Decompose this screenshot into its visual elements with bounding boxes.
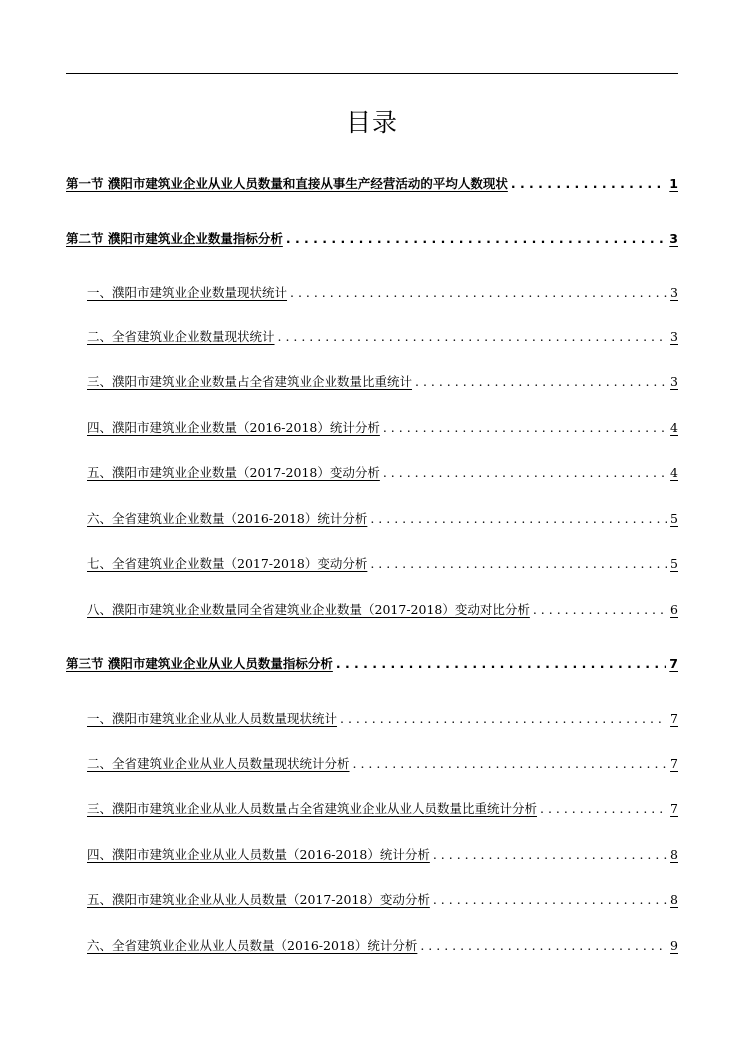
toc-entry-page: 4: [670, 420, 678, 435]
toc-entry-page: 8: [670, 892, 678, 907]
toc-entry-label: 一、濮阳市建筑业企业从业人员数量现状统计: [87, 711, 338, 726]
toc-entry-2-6[interactable]: [87, 509, 678, 527]
toc-entry-page: 5: [670, 511, 678, 526]
toc-entry-2-7[interactable]: [87, 554, 678, 572]
toc-entry-section-2[interactable]: [66, 229, 678, 247]
toc-entry-page: 7: [669, 656, 678, 671]
toc-dot-leader: [533, 602, 667, 617]
toc-entry-page: 9: [670, 938, 678, 953]
toc-entry-label: 五、濮阳市建筑业企业数量（2017-2018）变动分析: [87, 465, 380, 480]
toc-entry-section-3[interactable]: [66, 654, 678, 672]
toc-entry-label: 五、濮阳市建筑业企业从业人员数量（2017-2018）变动分析: [87, 892, 430, 907]
toc-entry-page: 4: [670, 465, 678, 480]
toc-entry-page: 6: [670, 602, 678, 617]
toc-entry-label: 第一节 濮阳市建筑业企业从业人员数量和直接从事生产经营活动的平均人数现状: [66, 176, 508, 191]
toc-dot-leader: [511, 176, 666, 191]
toc-entry-label: 二、全省建筑业企业数量现状统计: [87, 329, 275, 344]
toc-entry-page: 8: [670, 847, 678, 862]
toc-dot-leader: [370, 556, 667, 571]
toc-entry-page: 5: [670, 556, 678, 571]
toc-entry-label: 三、濮阳市建筑业企业数量占全省建筑业企业数量比重统计: [87, 374, 413, 389]
toc-dot-leader: [370, 511, 667, 526]
toc-entry-label: 七、全省建筑业企业数量（2017-2018）变动分析: [87, 556, 368, 571]
toc-entry-3-4[interactable]: [87, 845, 678, 863]
toc-dot-leader: [353, 756, 668, 771]
toc-dot-leader: [433, 847, 667, 862]
toc-dot-leader: [420, 938, 667, 953]
toc-entry-2-3[interactable]: [87, 372, 678, 390]
toc-entry-3-2[interactable]: [87, 754, 678, 772]
toc-entry-2-2[interactable]: [87, 327, 678, 345]
toc-entry-section-1[interactable]: [66, 174, 678, 192]
toc-dot-leader: [290, 285, 667, 300]
toc-dot-leader: [540, 801, 667, 816]
toc-entry-label: 四、濮阳市建筑业企业数量（2016-2018）统计分析: [87, 420, 380, 435]
toc-entry-3-1[interactable]: [87, 709, 678, 727]
toc-entry-page: 3: [670, 374, 678, 389]
toc-dot-leader: [383, 420, 667, 435]
toc-dot-leader: [415, 374, 667, 389]
toc-entry-page: 3: [670, 285, 678, 300]
toc-entry-2-5[interactable]: [87, 463, 678, 481]
toc-entry-label: 六、全省建筑业企业从业人员数量（2016-2018）统计分析: [87, 938, 418, 953]
toc-entry-label: 六、全省建筑业企业数量（2016-2018）统计分析: [87, 511, 368, 526]
toc-entry-label: 一、濮阳市建筑业企业数量现状统计: [87, 285, 288, 300]
toc-entry-label: 八、濮阳市建筑业企业数量同全省建筑业企业数量（2017-2018）变动对比分析: [87, 602, 530, 617]
toc-entry-label: 第二节 濮阳市建筑业企业数量指标分析: [66, 231, 283, 246]
toc-entry-label: 第三节 濮阳市建筑业企业从业人员数量指标分析: [66, 656, 333, 671]
toc-entry-3-3[interactable]: [87, 799, 678, 817]
toc-dot-leader: [286, 231, 666, 246]
toc-entry-page: 7: [670, 801, 678, 816]
toc-dot-leader: [340, 711, 667, 726]
toc-dot-leader: [278, 329, 668, 344]
toc-entry-2-8[interactable]: [87, 600, 678, 618]
toc-entry-2-1[interactable]: [87, 283, 678, 301]
toc-dot-leader: [433, 892, 667, 907]
toc-entry-3-6[interactable]: [87, 936, 678, 954]
toc-entry-page: 3: [670, 329, 678, 344]
toc-entry-label: 四、濮阳市建筑业企业从业人员数量（2016-2018）统计分析: [87, 847, 430, 862]
toc-entry-page: 7: [670, 711, 678, 726]
toc-entry-page: 3: [669, 231, 678, 246]
toc-dot-leader: [383, 465, 667, 480]
toc-entry-label: 二、全省建筑业企业从业人员数量现状统计分析: [87, 756, 350, 771]
toc-entry-label: 三、濮阳市建筑业企业从业人员数量占全省建筑业企业从业人员数量比重统计分析: [87, 801, 538, 816]
toc-title: 目录: [345, 108, 398, 137]
toc-entry-2-4[interactable]: [87, 418, 678, 436]
toc-entry-page: 1: [669, 176, 678, 191]
toc-entry-3-5[interactable]: [87, 890, 678, 908]
toc-dot-leader: [336, 656, 666, 671]
toc-entry-page: 7: [670, 756, 678, 771]
